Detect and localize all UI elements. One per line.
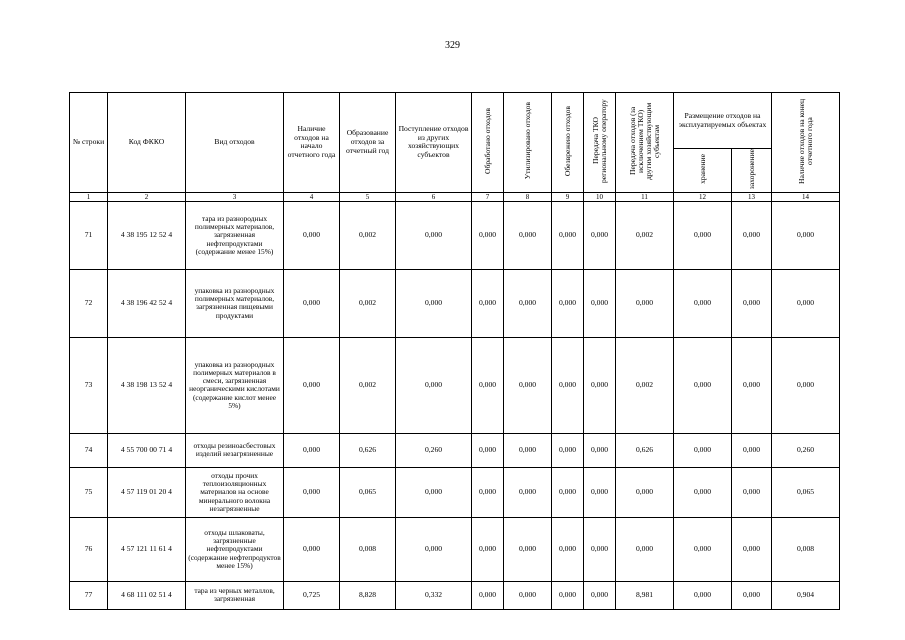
header-start: Наличие отходов на начало отчетного года — [284, 93, 340, 193]
value-cell: 0,000 — [584, 467, 616, 517]
value-cell: 0,000 — [732, 467, 772, 517]
value-cell: 0,000 — [504, 581, 552, 609]
value-cell: 0,000 — [552, 337, 584, 433]
column-index: 7 — [472, 192, 504, 201]
value-cell: 0,000 — [284, 337, 340, 433]
header-received: Поступление отходов из других хозяйствующих субъектов — [396, 93, 472, 193]
table-row — [70, 517, 840, 581]
table-row — [70, 581, 840, 609]
value-cell: 0,000 — [732, 201, 772, 269]
row-number-cell: 72 — [70, 269, 108, 337]
value-cell: 0,002 — [616, 201, 674, 269]
header-utilized-text: Утилизировано отходов — [522, 102, 532, 180]
value-cell: 0,000 — [584, 517, 616, 581]
value-cell: 0,725 — [284, 581, 340, 609]
row-number-cell: 76 — [70, 517, 108, 581]
value-cell: 8,981 — [616, 581, 674, 609]
column-index: 5 — [340, 192, 396, 201]
header-processed — [472, 93, 504, 193]
waste-kind-cell: отходы прочих теплоизоляционных материалов на основе минерального волокна незагрязненные — [186, 467, 284, 517]
value-cell: 0,000 — [552, 433, 584, 467]
column-index: 1 — [70, 192, 108, 201]
value-cell: 0,000 — [552, 581, 584, 609]
page-number: 329 — [445, 40, 460, 51]
value-cell: 0,000 — [616, 517, 674, 581]
header-kind: Вид отходов — [186, 93, 284, 193]
header-to-others-text: Передача отходов (за исключением ТКО) другим хозяйствующим субъектам — [627, 102, 661, 180]
column-index: 3 — [186, 192, 284, 201]
value-cell: 0,000 — [396, 467, 472, 517]
value-cell: 0,000 — [616, 269, 674, 337]
waste-kind-cell: отходы резиноасбестовых изделий незагрязненные — [186, 433, 284, 467]
row-number-cell: 77 — [70, 581, 108, 609]
header-end — [772, 93, 840, 193]
value-cell: 0,000 — [396, 517, 472, 581]
row-number-cell: 71 — [70, 201, 108, 269]
column-index: 13 — [732, 192, 772, 201]
value-cell: 0,626 — [616, 433, 674, 467]
column-index: 2 — [108, 192, 186, 201]
header-processed-text: Обработано отходов — [482, 108, 492, 175]
value-cell: 0,000 — [284, 433, 340, 467]
value-cell: 0,000 — [552, 517, 584, 581]
value-cell: 0,000 — [472, 433, 504, 467]
value-cell: 0,000 — [674, 517, 732, 581]
value-cell: 0,000 — [732, 269, 772, 337]
waste-kind-cell: тара из черных металлов, загрязненная — [186, 581, 284, 609]
value-cell: 0,000 — [396, 337, 472, 433]
value-cell: 0,000 — [472, 517, 504, 581]
table-row — [70, 269, 840, 337]
value-cell: 0,000 — [472, 269, 504, 337]
value-cell: 0,002 — [616, 337, 674, 433]
fkko-code-cell: 4 38 195 12 52 4 — [108, 201, 186, 269]
table-row — [70, 467, 840, 517]
header-burial-text: захоронение — [746, 149, 756, 190]
table-body — [70, 201, 840, 609]
header-fkko: Код ФККО — [108, 93, 186, 193]
value-cell: 0,000 — [504, 517, 552, 581]
value-cell: 0,008 — [772, 517, 840, 581]
header-utilized — [504, 93, 552, 193]
table-row — [70, 337, 840, 433]
value-cell: 0,000 — [584, 337, 616, 433]
waste-kind-cell: тара из разнородных полимерных материалов, загрязненная нефтепродуктами (содержание менее 15%) — [186, 201, 284, 269]
value-cell: 0,000 — [772, 201, 840, 269]
fkko-code-cell: 4 57 121 11 61 4 — [108, 517, 186, 581]
header-storage — [674, 149, 732, 193]
fkko-code-cell: 4 38 196 42 52 4 — [108, 269, 186, 337]
value-cell: 0,260 — [396, 433, 472, 467]
value-cell: 0,000 — [732, 433, 772, 467]
row-number-cell: 75 — [70, 467, 108, 517]
value-cell: 0,000 — [504, 337, 552, 433]
value-cell: 0,008 — [340, 517, 396, 581]
column-index: 11 — [616, 192, 674, 201]
value-cell: 0,000 — [472, 201, 504, 269]
header-neutralized — [552, 93, 584, 193]
value-cell: 0,000 — [284, 517, 340, 581]
fkko-code-cell: 4 38 198 13 52 4 — [108, 337, 186, 433]
column-index-row — [70, 192, 840, 201]
value-cell: 0,000 — [674, 433, 732, 467]
value-cell: 0,000 — [772, 269, 840, 337]
row-number-cell: 73 — [70, 337, 108, 433]
value-cell: 0,000 — [732, 517, 772, 581]
value-cell: 0,000 — [396, 201, 472, 269]
waste-kind-cell: упаковка из разнородных полимерных материалов, загрязненная пищевыми продуктами — [186, 269, 284, 337]
table-row — [70, 433, 840, 467]
value-cell: 0,000 — [504, 433, 552, 467]
column-index: 6 — [396, 192, 472, 201]
value-cell: 0,626 — [340, 433, 396, 467]
value-cell: 0,000 — [552, 201, 584, 269]
value-cell: 0,000 — [504, 201, 552, 269]
value-cell: 0,065 — [772, 467, 840, 517]
fkko-code-cell: 4 68 111 02 51 4 — [108, 581, 186, 609]
value-cell: 0,000 — [504, 269, 552, 337]
table-row — [70, 201, 840, 269]
waste-kind-cell: отходы шлаковаты, загрязненные нефтепродуктами (содержание нефтепродуктов менее 15%) — [186, 517, 284, 581]
value-cell: 0,002 — [340, 201, 396, 269]
value-cell: 8,828 — [340, 581, 396, 609]
header-to-operator — [584, 93, 616, 193]
value-cell: 0,000 — [504, 467, 552, 517]
value-cell: 0,332 — [396, 581, 472, 609]
fkko-code-cell: 4 57 119 01 20 4 — [108, 467, 186, 517]
value-cell: 0,000 — [674, 581, 732, 609]
value-cell: 0,000 — [732, 337, 772, 433]
value-cell: 0,000 — [584, 581, 616, 609]
column-index: 10 — [584, 192, 616, 201]
column-index: 4 — [284, 192, 340, 201]
value-cell: 0,002 — [340, 337, 396, 433]
value-cell: 0,000 — [284, 269, 340, 337]
fkko-code-cell: 4 55 700 00 71 4 — [108, 433, 186, 467]
value-cell: 0,000 — [616, 467, 674, 517]
waste-kind-cell: упаковка из разнородных полимерных материалов в смеси, загрязненная неорганическими кислотами (содержание кислот менее 5%) — [186, 337, 284, 433]
column-index: 12 — [674, 192, 732, 201]
column-index: 9 — [552, 192, 584, 201]
value-cell: 0,000 — [396, 269, 472, 337]
value-cell: 0,002 — [340, 269, 396, 337]
column-index: 14 — [772, 192, 840, 201]
value-cell: 0,000 — [284, 467, 340, 517]
header-end-text: Наличие отходов на конец отчетного года — [796, 98, 814, 184]
header-storage-text: хранение — [697, 154, 707, 185]
value-cell: 0,000 — [552, 269, 584, 337]
value-cell: 0,000 — [674, 201, 732, 269]
waste-table — [69, 92, 840, 610]
header-to-operator-text: Передача ТКО региональному оператору — [590, 99, 608, 184]
value-cell: 0,000 — [584, 269, 616, 337]
column-index: 8 — [504, 192, 552, 201]
value-cell: 0,000 — [472, 337, 504, 433]
value-cell: 0,000 — [674, 337, 732, 433]
value-cell: 0,000 — [472, 467, 504, 517]
header-burial — [732, 149, 772, 193]
value-cell: 0,000 — [472, 581, 504, 609]
value-cell: 0,000 — [732, 581, 772, 609]
header-formed: Образование отходов за отчетный год — [340, 93, 396, 193]
value-cell: 0,000 — [674, 269, 732, 337]
value-cell: 0,000 — [584, 433, 616, 467]
value-cell: 0,000 — [284, 201, 340, 269]
value-cell: 0,000 — [552, 467, 584, 517]
header-placement: Размещение отходов на эксплуатируемых объектах — [674, 93, 772, 149]
value-cell: 0,065 — [340, 467, 396, 517]
value-cell: 0,000 — [584, 201, 616, 269]
value-cell: 0,904 — [772, 581, 840, 609]
header-neutralized-text: Обезврежено отходов — [562, 106, 572, 177]
value-cell: 0,000 — [772, 337, 840, 433]
header-to-others — [616, 93, 674, 193]
value-cell: 0,000 — [674, 467, 732, 517]
value-cell: 0,260 — [772, 433, 840, 467]
header-row-no: № строки — [70, 93, 108, 193]
row-number-cell: 74 — [70, 433, 108, 467]
